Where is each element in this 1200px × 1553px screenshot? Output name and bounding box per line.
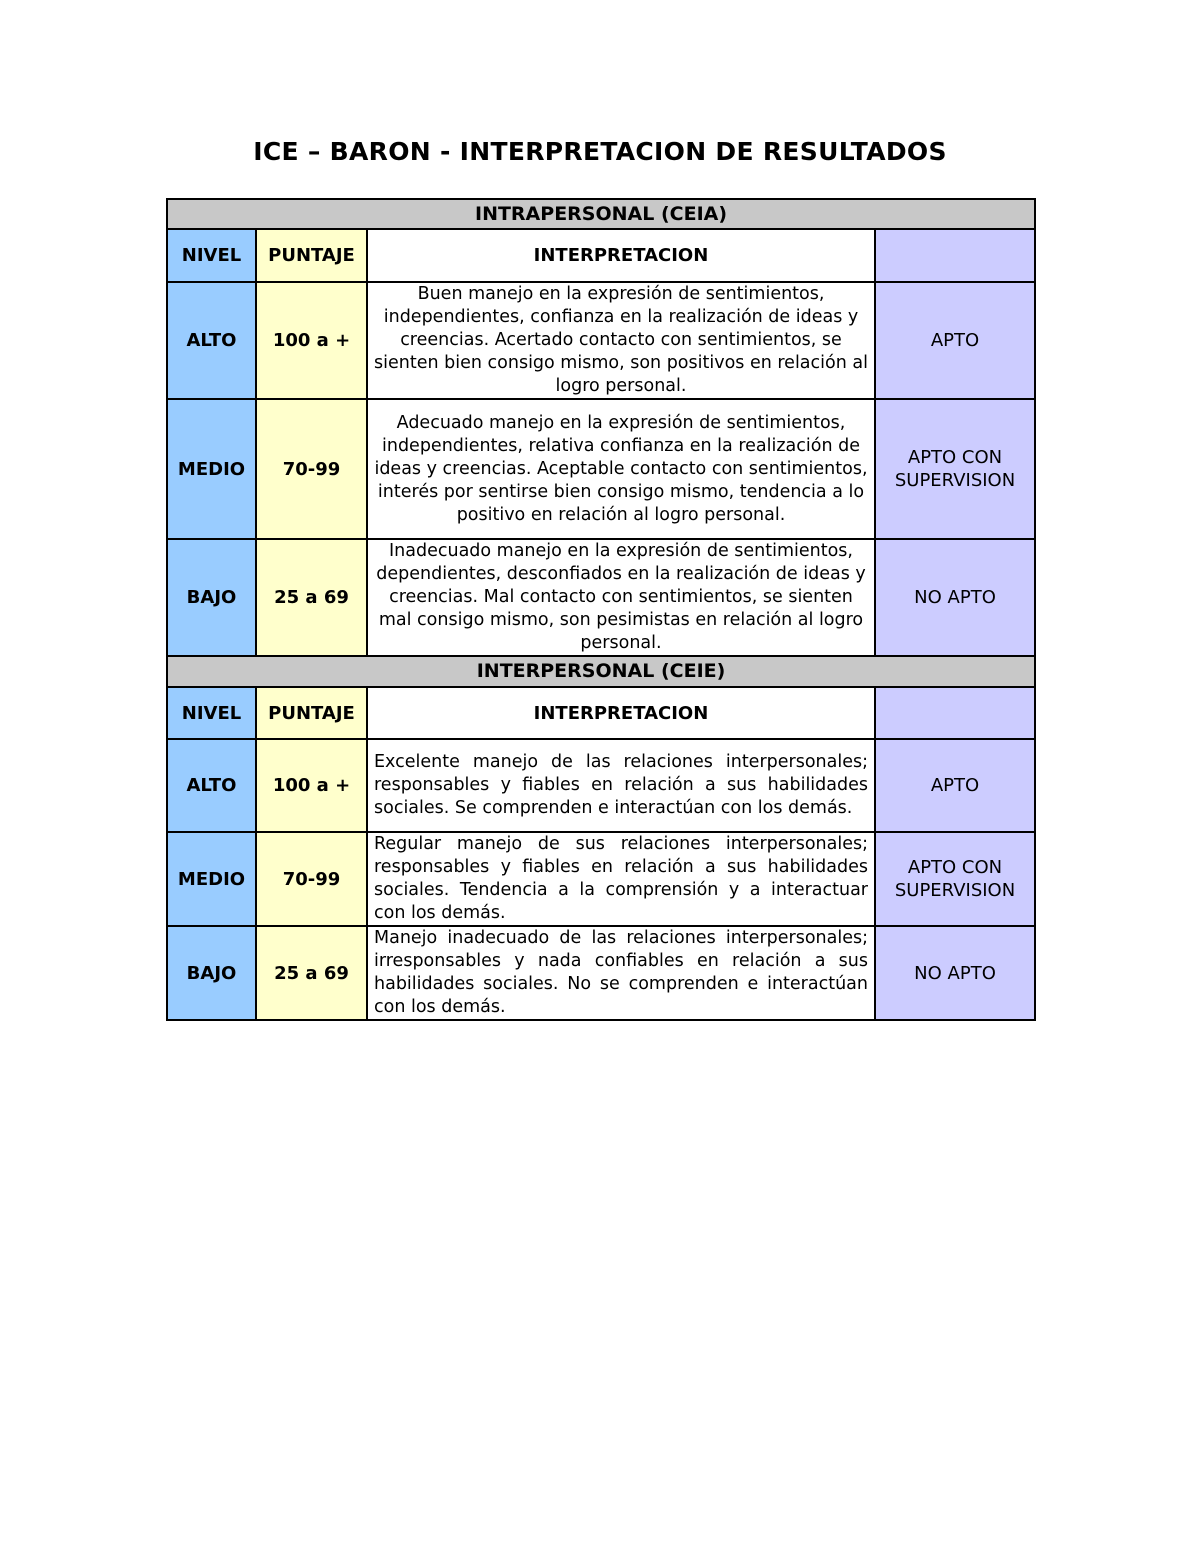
resultado-cell: NO APTO [875,539,1035,656]
table-row [167,832,1035,926]
interpretacion-cell: Adecuado manejo en la expresión de sentimientos, independientes, relativa confianza en la realización de ideas y creencias. Aceptable contacto con sentimientos, interés por sentirse bien consigo mismo, tendencia a lo positivo en relación al logro personal. [367,399,875,539]
resultado-cell: APTO [875,739,1035,832]
resultado-cell: APTO CON SUPERVISION [875,399,1035,539]
nivel-cell: BAJO [167,539,256,656]
section-header-intrapersonal [167,199,1035,229]
puntaje-cell: 100 a + [256,282,367,399]
puntaje-cell: 25 a 69 [256,926,367,1020]
nivel-header: NIVEL [167,687,256,739]
puntaje-cell: 25 a 69 [256,539,367,656]
resultado-header [875,687,1035,739]
table-row [167,739,1035,832]
table-row [167,282,1035,399]
puntaje-cell: 100 a + [256,739,367,832]
column-header-row [167,229,1035,282]
section-title: INTERPERSONAL (CEIE) [167,656,1035,687]
interpretacion-header: INTERPRETACION [367,687,875,739]
nivel-cell: ALTO [167,739,256,832]
resultado-cell: NO APTO [875,926,1035,1020]
puntaje-header: PUNTAJE [256,229,367,282]
interpretacion-header: INTERPRETACION [367,229,875,282]
interpretacion-cell: Regular manejo de sus relaciones interpersonales; responsables y fiables en relación a sus habilidades sociales. Tendencia a la comprensión y a interactuar con los demás. [367,832,875,926]
section-title: INTRAPERSONAL (CEIA) [167,199,1035,229]
nivel-cell: ALTO [167,282,256,399]
nivel-cell: MEDIO [167,832,256,926]
puntaje-cell: 70-99 [256,399,367,539]
interpretacion-cell: Manejo inadecuado de las relaciones interpersonales; irresponsables y nada confiables en relación a sus habilidades sociales. No se comprenden e interactúan con los demás. [367,926,875,1020]
table-row [167,926,1035,1020]
interpretation-table [166,198,1036,1021]
section-header-interpersonal [167,656,1035,687]
interpretacion-cell: Buen manejo en la expresión de sentimientos, independientes, confianza en la realización de ideas y creencias. Acertado contacto con sentimientos, se sienten bien consigo mismo, son positivos en relación al logro personal. [367,282,875,399]
nivel-header: NIVEL [167,229,256,282]
puntaje-cell: 70-99 [256,832,367,926]
puntaje-header: PUNTAJE [256,687,367,739]
resultado-header [875,229,1035,282]
page-title: ICE – BARON - INTERPRETACION DE RESULTADOS [253,137,947,166]
nivel-cell: MEDIO [167,399,256,539]
table-row [167,539,1035,656]
column-header-row [167,687,1035,739]
resultado-cell: APTO CON SUPERVISION [875,832,1035,926]
interpretacion-cell: Excelente manejo de las relaciones interpersonales; responsables y fiables en relación a sus habilidades sociales. Se comprenden e interactúan con los demás. [367,739,875,832]
interpretacion-cell: Inadecuado manejo en la expresión de sentimientos, dependientes, desconfiados en la realización de ideas y creencias. Mal contacto con sentimientos, se sienten mal consigo mismo, son pesimistas en relación al logro personal. [367,539,875,656]
resultado-cell: APTO [875,282,1035,399]
table-row [167,399,1035,539]
nivel-cell: BAJO [167,926,256,1020]
